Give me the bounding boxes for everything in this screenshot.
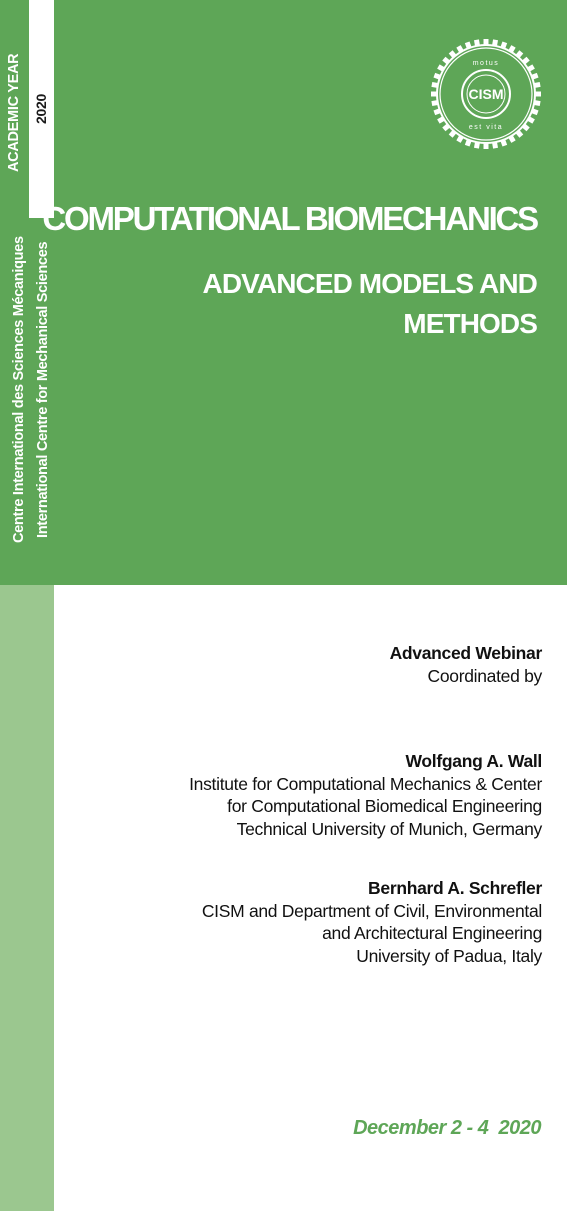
- coordinated-by-label: Coordinated by: [427, 665, 542, 686]
- event-dates: December 2 - 4 2020: [353, 1117, 541, 1139]
- left-accent-strip: [0, 585, 54, 1211]
- coordinator-name: Wolfgang A. Wall: [405, 751, 542, 771]
- subtitle-line-1: ADVANCED MODELS AND: [202, 268, 537, 299]
- event-info: [390, 642, 542, 687]
- academic-year-label: ACADEMIC YEAR: [6, 53, 22, 172]
- coordinator-affiliation-line: Technical University of Munich, Germany: [236, 818, 542, 839]
- coordinator-2: [202, 877, 542, 967]
- coordinator-affiliation-line: Institute for Computational Mechanics & Center: [189, 773, 542, 794]
- coordinator-affiliation-line: for Computational Biomedical Engineering: [227, 796, 542, 816]
- subtitle-line-2: METHODS: [403, 308, 537, 339]
- event-type: Advanced Webinar: [389, 643, 542, 663]
- org-name-french: Centre International des Sciences Mécaniques: [11, 236, 27, 543]
- coordinator-affiliation-line: CISM and Department of Civil, Environmental: [201, 900, 542, 921]
- cism-logo-icon: [430, 38, 542, 150]
- page-title: COMPUTATIONAL BIOMECHANICS: [42, 200, 537, 237]
- coordinator-affiliation-line: University of Padua, Italy: [356, 945, 542, 966]
- page-subtitle: [117, 264, 537, 344]
- logo-acronym: CISM: [468, 86, 504, 102]
- coordinator-affiliation-line: and Architectural Engineering: [322, 923, 542, 943]
- coordinator-1: [189, 750, 542, 840]
- academic-year-value: 2020: [33, 94, 49, 124]
- org-name-english: International Centre for Mechanical Sciences: [35, 241, 51, 538]
- logo-motto-top: motus: [472, 60, 500, 67]
- logo-motto-bottom: est vita: [468, 124, 504, 131]
- coordinator-name: Bernhard A. Schrefler: [368, 878, 542, 898]
